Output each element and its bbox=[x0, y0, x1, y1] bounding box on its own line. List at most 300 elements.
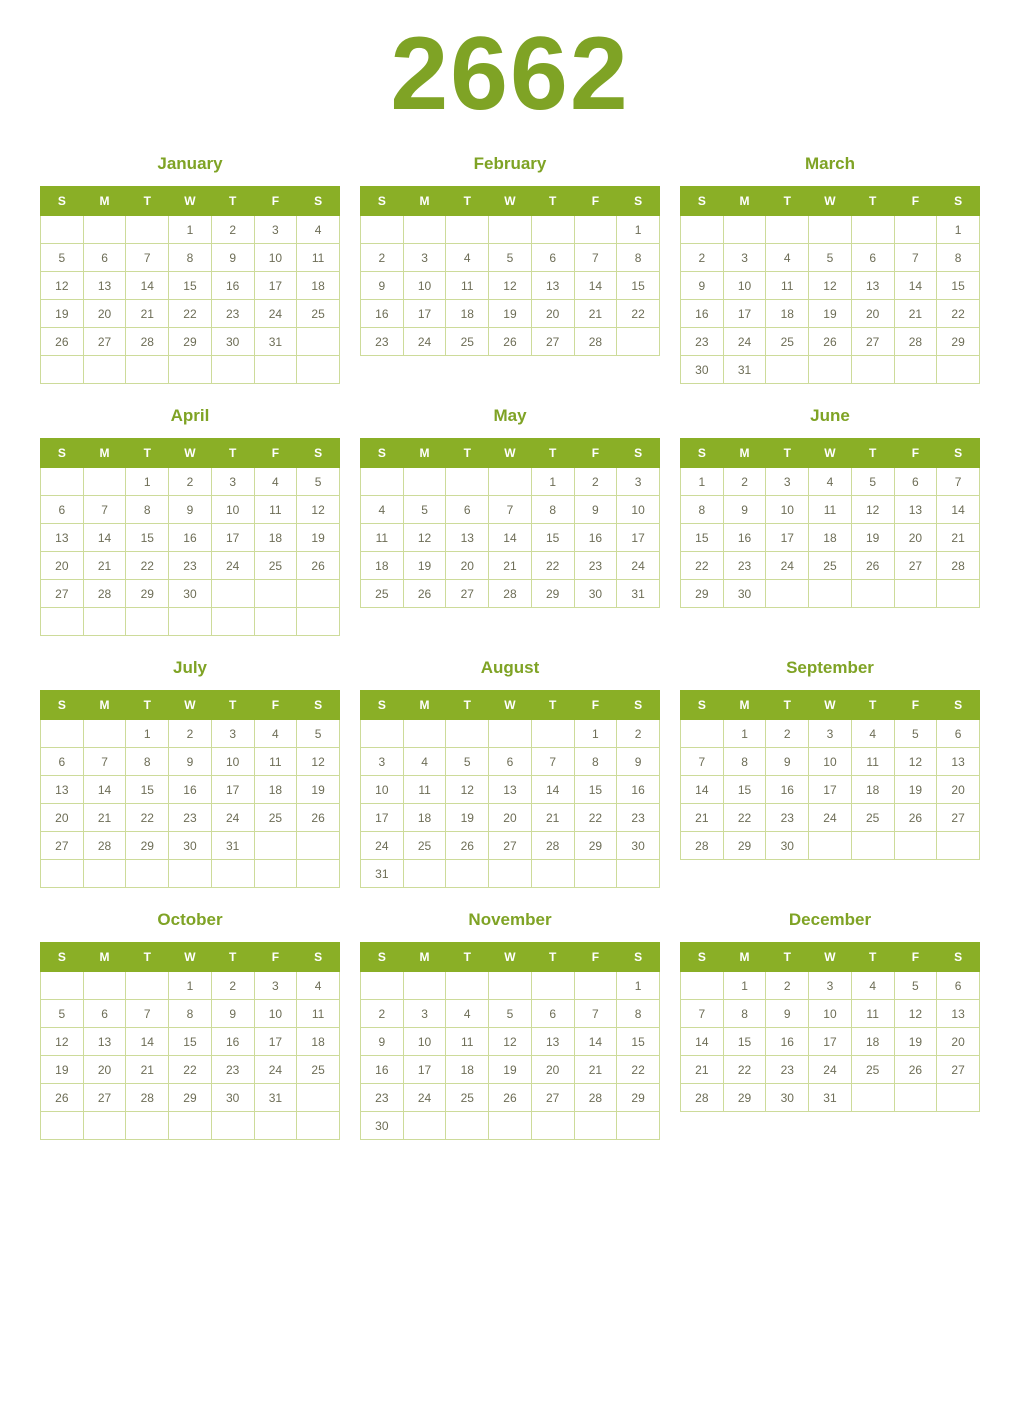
day-cell[interactable]: 17 bbox=[211, 776, 254, 804]
day-cell[interactable]: 26 bbox=[446, 832, 489, 860]
day-cell[interactable]: 13 bbox=[489, 776, 532, 804]
day-cell[interactable]: 27 bbox=[531, 328, 574, 356]
day-cell[interactable]: 9 bbox=[361, 272, 404, 300]
day-cell[interactable]: 21 bbox=[489, 552, 532, 580]
day-cell[interactable]: 30 bbox=[574, 580, 617, 608]
day-cell[interactable]: 25 bbox=[446, 328, 489, 356]
day-cell[interactable]: 13 bbox=[894, 496, 937, 524]
day-cell[interactable]: 7 bbox=[83, 496, 126, 524]
day-cell[interactable]: 8 bbox=[617, 1000, 660, 1028]
day-cell[interactable]: 27 bbox=[937, 804, 980, 832]
day-cell[interactable]: 28 bbox=[574, 328, 617, 356]
day-cell[interactable]: 17 bbox=[766, 524, 809, 552]
day-cell[interactable]: 20 bbox=[41, 552, 84, 580]
day-cell[interactable]: 22 bbox=[126, 804, 169, 832]
day-cell[interactable]: 9 bbox=[169, 748, 212, 776]
day-cell[interactable]: 28 bbox=[489, 580, 532, 608]
day-cell[interactable]: 29 bbox=[617, 1084, 660, 1112]
day-cell[interactable]: 10 bbox=[211, 496, 254, 524]
day-cell[interactable]: 23 bbox=[169, 552, 212, 580]
day-cell[interactable]: 3 bbox=[809, 720, 852, 748]
day-cell[interactable]: 17 bbox=[809, 776, 852, 804]
day-cell[interactable]: 15 bbox=[723, 776, 766, 804]
day-cell[interactable]: 15 bbox=[126, 524, 169, 552]
day-cell[interactable]: 27 bbox=[446, 580, 489, 608]
day-cell[interactable]: 9 bbox=[211, 244, 254, 272]
day-cell[interactable]: 1 bbox=[617, 216, 660, 244]
day-cell[interactable]: 6 bbox=[83, 1000, 126, 1028]
day-cell[interactable]: 2 bbox=[766, 972, 809, 1000]
day-cell[interactable]: 17 bbox=[723, 300, 766, 328]
day-cell[interactable]: 19 bbox=[297, 776, 340, 804]
day-cell[interactable]: 12 bbox=[489, 1028, 532, 1056]
day-cell[interactable]: 6 bbox=[446, 496, 489, 524]
day-cell[interactable]: 20 bbox=[489, 804, 532, 832]
day-cell[interactable]: 27 bbox=[83, 1084, 126, 1112]
day-cell[interactable]: 11 bbox=[254, 496, 297, 524]
day-cell[interactable]: 24 bbox=[254, 300, 297, 328]
day-cell[interactable]: 3 bbox=[211, 468, 254, 496]
day-cell[interactable]: 13 bbox=[83, 1028, 126, 1056]
day-cell[interactable]: 20 bbox=[937, 1028, 980, 1056]
day-cell[interactable]: 12 bbox=[297, 496, 340, 524]
day-cell[interactable]: 10 bbox=[809, 1000, 852, 1028]
day-cell[interactable]: 30 bbox=[169, 580, 212, 608]
day-cell[interactable]: 17 bbox=[617, 524, 660, 552]
day-cell[interactable]: 23 bbox=[617, 804, 660, 832]
day-cell[interactable]: 12 bbox=[894, 1000, 937, 1028]
day-cell[interactable]: 28 bbox=[126, 328, 169, 356]
day-cell[interactable]: 19 bbox=[489, 1056, 532, 1084]
day-cell[interactable]: 17 bbox=[403, 300, 446, 328]
day-cell[interactable]: 16 bbox=[361, 1056, 404, 1084]
day-cell[interactable]: 25 bbox=[446, 1084, 489, 1112]
day-cell[interactable]: 29 bbox=[126, 832, 169, 860]
day-cell[interactable]: 10 bbox=[211, 748, 254, 776]
day-cell[interactable]: 26 bbox=[297, 804, 340, 832]
day-cell[interactable]: 15 bbox=[937, 272, 980, 300]
day-cell[interactable]: 2 bbox=[169, 720, 212, 748]
day-cell[interactable]: 2 bbox=[723, 468, 766, 496]
day-cell[interactable]: 6 bbox=[41, 748, 84, 776]
day-cell[interactable]: 15 bbox=[574, 776, 617, 804]
day-cell[interactable]: 10 bbox=[723, 272, 766, 300]
day-cell[interactable]: 7 bbox=[574, 1000, 617, 1028]
day-cell[interactable]: 12 bbox=[41, 1028, 84, 1056]
day-cell[interactable]: 11 bbox=[809, 496, 852, 524]
day-cell[interactable]: 7 bbox=[126, 244, 169, 272]
day-cell[interactable]: 27 bbox=[41, 580, 84, 608]
day-cell[interactable]: 22 bbox=[617, 300, 660, 328]
day-cell[interactable]: 20 bbox=[446, 552, 489, 580]
day-cell[interactable]: 8 bbox=[617, 244, 660, 272]
day-cell[interactable]: 9 bbox=[681, 272, 724, 300]
day-cell[interactable]: 25 bbox=[851, 1056, 894, 1084]
day-cell[interactable]: 30 bbox=[211, 328, 254, 356]
day-cell[interactable]: 9 bbox=[574, 496, 617, 524]
day-cell[interactable]: 29 bbox=[723, 832, 766, 860]
day-cell[interactable]: 17 bbox=[254, 272, 297, 300]
day-cell[interactable]: 23 bbox=[361, 328, 404, 356]
day-cell[interactable]: 29 bbox=[531, 580, 574, 608]
day-cell[interactable]: 5 bbox=[894, 720, 937, 748]
day-cell[interactable]: 12 bbox=[809, 272, 852, 300]
day-cell[interactable]: 29 bbox=[169, 328, 212, 356]
day-cell[interactable]: 1 bbox=[723, 972, 766, 1000]
day-cell[interactable]: 5 bbox=[297, 720, 340, 748]
day-cell[interactable]: 28 bbox=[681, 832, 724, 860]
day-cell[interactable]: 8 bbox=[723, 1000, 766, 1028]
day-cell[interactable]: 29 bbox=[169, 1084, 212, 1112]
day-cell[interactable]: 11 bbox=[403, 776, 446, 804]
day-cell[interactable]: 26 bbox=[489, 1084, 532, 1112]
day-cell[interactable]: 27 bbox=[41, 832, 84, 860]
day-cell[interactable]: 22 bbox=[723, 804, 766, 832]
day-cell[interactable]: 2 bbox=[617, 720, 660, 748]
day-cell[interactable]: 14 bbox=[126, 272, 169, 300]
day-cell[interactable]: 15 bbox=[169, 1028, 212, 1056]
day-cell[interactable]: 25 bbox=[851, 804, 894, 832]
day-cell[interactable]: 5 bbox=[809, 244, 852, 272]
day-cell[interactable]: 21 bbox=[83, 552, 126, 580]
day-cell[interactable]: 30 bbox=[681, 356, 724, 384]
day-cell[interactable]: 15 bbox=[126, 776, 169, 804]
day-cell[interactable]: 7 bbox=[126, 1000, 169, 1028]
day-cell[interactable]: 16 bbox=[723, 524, 766, 552]
day-cell[interactable]: 31 bbox=[617, 580, 660, 608]
day-cell[interactable]: 27 bbox=[851, 328, 894, 356]
day-cell[interactable]: 7 bbox=[681, 748, 724, 776]
day-cell[interactable]: 8 bbox=[169, 244, 212, 272]
day-cell[interactable]: 20 bbox=[894, 524, 937, 552]
day-cell[interactable]: 4 bbox=[254, 720, 297, 748]
day-cell[interactable]: 24 bbox=[766, 552, 809, 580]
day-cell[interactable]: 20 bbox=[83, 300, 126, 328]
day-cell[interactable]: 10 bbox=[766, 496, 809, 524]
day-cell[interactable]: 18 bbox=[403, 804, 446, 832]
day-cell[interactable]: 17 bbox=[809, 1028, 852, 1056]
day-cell[interactable]: 28 bbox=[894, 328, 937, 356]
day-cell[interactable]: 10 bbox=[809, 748, 852, 776]
day-cell[interactable]: 30 bbox=[169, 832, 212, 860]
day-cell[interactable]: 10 bbox=[254, 1000, 297, 1028]
day-cell[interactable]: 25 bbox=[809, 552, 852, 580]
day-cell[interactable]: 29 bbox=[126, 580, 169, 608]
day-cell[interactable]: 14 bbox=[894, 272, 937, 300]
day-cell[interactable]: 25 bbox=[766, 328, 809, 356]
day-cell[interactable]: 21 bbox=[894, 300, 937, 328]
day-cell[interactable]: 10 bbox=[254, 244, 297, 272]
day-cell[interactable]: 8 bbox=[126, 748, 169, 776]
day-cell[interactable]: 11 bbox=[361, 524, 404, 552]
day-cell[interactable]: 27 bbox=[489, 832, 532, 860]
day-cell[interactable]: 21 bbox=[574, 300, 617, 328]
day-cell[interactable]: 8 bbox=[126, 496, 169, 524]
day-cell[interactable]: 16 bbox=[361, 300, 404, 328]
day-cell[interactable]: 3 bbox=[809, 972, 852, 1000]
day-cell[interactable]: 22 bbox=[937, 300, 980, 328]
day-cell[interactable]: 24 bbox=[403, 1084, 446, 1112]
day-cell[interactable]: 9 bbox=[169, 496, 212, 524]
day-cell[interactable]: 31 bbox=[723, 356, 766, 384]
day-cell[interactable]: 30 bbox=[361, 1112, 404, 1140]
day-cell[interactable]: 14 bbox=[83, 524, 126, 552]
day-cell[interactable]: 22 bbox=[574, 804, 617, 832]
day-cell[interactable]: 26 bbox=[851, 552, 894, 580]
day-cell[interactable]: 18 bbox=[297, 1028, 340, 1056]
day-cell[interactable]: 14 bbox=[937, 496, 980, 524]
day-cell[interactable]: 25 bbox=[297, 300, 340, 328]
day-cell[interactable]: 16 bbox=[681, 300, 724, 328]
day-cell[interactable]: 15 bbox=[681, 524, 724, 552]
day-cell[interactable]: 5 bbox=[489, 1000, 532, 1028]
day-cell[interactable]: 19 bbox=[403, 552, 446, 580]
day-cell[interactable]: 16 bbox=[211, 272, 254, 300]
day-cell[interactable]: 24 bbox=[361, 832, 404, 860]
day-cell[interactable]: 7 bbox=[83, 748, 126, 776]
day-cell[interactable]: 25 bbox=[254, 552, 297, 580]
day-cell[interactable]: 21 bbox=[574, 1056, 617, 1084]
day-cell[interactable]: 18 bbox=[809, 524, 852, 552]
day-cell[interactable]: 4 bbox=[403, 748, 446, 776]
day-cell[interactable]: 18 bbox=[361, 552, 404, 580]
day-cell[interactable]: 26 bbox=[403, 580, 446, 608]
day-cell[interactable]: 15 bbox=[531, 524, 574, 552]
day-cell[interactable]: 3 bbox=[766, 468, 809, 496]
day-cell[interactable]: 5 bbox=[851, 468, 894, 496]
day-cell[interactable]: 28 bbox=[937, 552, 980, 580]
day-cell[interactable]: 21 bbox=[681, 1056, 724, 1084]
day-cell[interactable]: 27 bbox=[83, 328, 126, 356]
day-cell[interactable]: 16 bbox=[169, 524, 212, 552]
day-cell[interactable]: 4 bbox=[254, 468, 297, 496]
day-cell[interactable]: 26 bbox=[809, 328, 852, 356]
day-cell[interactable]: 19 bbox=[851, 524, 894, 552]
day-cell[interactable]: 31 bbox=[361, 860, 404, 888]
day-cell[interactable]: 24 bbox=[211, 804, 254, 832]
day-cell[interactable]: 4 bbox=[361, 496, 404, 524]
day-cell[interactable]: 30 bbox=[766, 1084, 809, 1112]
day-cell[interactable]: 20 bbox=[41, 804, 84, 832]
day-cell[interactable]: 28 bbox=[126, 1084, 169, 1112]
day-cell[interactable]: 13 bbox=[446, 524, 489, 552]
day-cell[interactable]: 6 bbox=[531, 244, 574, 272]
day-cell[interactable]: 9 bbox=[766, 748, 809, 776]
day-cell[interactable]: 1 bbox=[126, 468, 169, 496]
day-cell[interactable]: 22 bbox=[126, 552, 169, 580]
day-cell[interactable]: 13 bbox=[937, 1000, 980, 1028]
day-cell[interactable]: 15 bbox=[723, 1028, 766, 1056]
day-cell[interactable]: 30 bbox=[211, 1084, 254, 1112]
day-cell[interactable]: 6 bbox=[937, 972, 980, 1000]
day-cell[interactable]: 21 bbox=[937, 524, 980, 552]
day-cell[interactable]: 2 bbox=[211, 216, 254, 244]
day-cell[interactable]: 23 bbox=[766, 1056, 809, 1084]
day-cell[interactable]: 30 bbox=[766, 832, 809, 860]
day-cell[interactable]: 1 bbox=[723, 720, 766, 748]
day-cell[interactable]: 4 bbox=[851, 972, 894, 1000]
day-cell[interactable]: 11 bbox=[446, 272, 489, 300]
day-cell[interactable]: 24 bbox=[809, 804, 852, 832]
day-cell[interactable]: 1 bbox=[681, 468, 724, 496]
day-cell[interactable]: 3 bbox=[723, 244, 766, 272]
day-cell[interactable]: 23 bbox=[211, 300, 254, 328]
day-cell[interactable]: 26 bbox=[489, 328, 532, 356]
day-cell[interactable]: 14 bbox=[681, 1028, 724, 1056]
day-cell[interactable]: 4 bbox=[297, 972, 340, 1000]
day-cell[interactable]: 7 bbox=[574, 244, 617, 272]
day-cell[interactable]: 18 bbox=[297, 272, 340, 300]
day-cell[interactable]: 22 bbox=[681, 552, 724, 580]
day-cell[interactable]: 3 bbox=[403, 244, 446, 272]
day-cell[interactable]: 26 bbox=[41, 328, 84, 356]
day-cell[interactable]: 17 bbox=[254, 1028, 297, 1056]
day-cell[interactable]: 14 bbox=[681, 776, 724, 804]
day-cell[interactable]: 21 bbox=[126, 1056, 169, 1084]
day-cell[interactable]: 6 bbox=[83, 244, 126, 272]
day-cell[interactable]: 3 bbox=[403, 1000, 446, 1028]
day-cell[interactable]: 24 bbox=[723, 328, 766, 356]
day-cell[interactable]: 3 bbox=[211, 720, 254, 748]
day-cell[interactable]: 14 bbox=[531, 776, 574, 804]
day-cell[interactable]: 19 bbox=[297, 524, 340, 552]
day-cell[interactable]: 12 bbox=[894, 748, 937, 776]
day-cell[interactable]: 16 bbox=[617, 776, 660, 804]
day-cell[interactable]: 19 bbox=[446, 804, 489, 832]
day-cell[interactable]: 14 bbox=[489, 524, 532, 552]
day-cell[interactable]: 20 bbox=[851, 300, 894, 328]
day-cell[interactable]: 10 bbox=[403, 1028, 446, 1056]
day-cell[interactable]: 22 bbox=[169, 300, 212, 328]
day-cell[interactable]: 2 bbox=[169, 468, 212, 496]
day-cell[interactable]: 7 bbox=[489, 496, 532, 524]
day-cell[interactable]: 17 bbox=[211, 524, 254, 552]
day-cell[interactable]: 15 bbox=[617, 1028, 660, 1056]
day-cell[interactable]: 9 bbox=[723, 496, 766, 524]
day-cell[interactable]: 12 bbox=[297, 748, 340, 776]
day-cell[interactable]: 23 bbox=[766, 804, 809, 832]
day-cell[interactable]: 27 bbox=[937, 1056, 980, 1084]
day-cell[interactable]: 8 bbox=[169, 1000, 212, 1028]
day-cell[interactable]: 24 bbox=[617, 552, 660, 580]
day-cell[interactable]: 31 bbox=[254, 328, 297, 356]
day-cell[interactable]: 17 bbox=[361, 804, 404, 832]
day-cell[interactable]: 26 bbox=[41, 1084, 84, 1112]
day-cell[interactable]: 6 bbox=[851, 244, 894, 272]
day-cell[interactable]: 18 bbox=[446, 300, 489, 328]
day-cell[interactable]: 17 bbox=[403, 1056, 446, 1084]
day-cell[interactable]: 18 bbox=[254, 776, 297, 804]
day-cell[interactable]: 29 bbox=[681, 580, 724, 608]
day-cell[interactable]: 27 bbox=[894, 552, 937, 580]
day-cell[interactable]: 16 bbox=[766, 776, 809, 804]
day-cell[interactable]: 28 bbox=[83, 832, 126, 860]
day-cell[interactable]: 2 bbox=[361, 1000, 404, 1028]
day-cell[interactable]: 28 bbox=[83, 580, 126, 608]
day-cell[interactable]: 14 bbox=[83, 776, 126, 804]
day-cell[interactable]: 4 bbox=[766, 244, 809, 272]
day-cell[interactable]: 1 bbox=[617, 972, 660, 1000]
day-cell[interactable]: 22 bbox=[531, 552, 574, 580]
day-cell[interactable]: 12 bbox=[446, 776, 489, 804]
day-cell[interactable]: 28 bbox=[574, 1084, 617, 1112]
day-cell[interactable]: 19 bbox=[894, 776, 937, 804]
day-cell[interactable]: 23 bbox=[361, 1084, 404, 1112]
day-cell[interactable]: 1 bbox=[574, 720, 617, 748]
day-cell[interactable]: 11 bbox=[851, 748, 894, 776]
day-cell[interactable]: 2 bbox=[361, 244, 404, 272]
day-cell[interactable]: 16 bbox=[766, 1028, 809, 1056]
day-cell[interactable]: 12 bbox=[489, 272, 532, 300]
day-cell[interactable]: 24 bbox=[403, 328, 446, 356]
day-cell[interactable]: 11 bbox=[297, 1000, 340, 1028]
day-cell[interactable]: 13 bbox=[937, 748, 980, 776]
day-cell[interactable]: 22 bbox=[723, 1056, 766, 1084]
day-cell[interactable]: 23 bbox=[723, 552, 766, 580]
day-cell[interactable]: 18 bbox=[851, 776, 894, 804]
day-cell[interactable]: 14 bbox=[574, 272, 617, 300]
day-cell[interactable]: 13 bbox=[531, 272, 574, 300]
day-cell[interactable]: 6 bbox=[894, 468, 937, 496]
day-cell[interactable]: 5 bbox=[297, 468, 340, 496]
day-cell[interactable]: 9 bbox=[766, 1000, 809, 1028]
day-cell[interactable]: 29 bbox=[574, 832, 617, 860]
day-cell[interactable]: 1 bbox=[531, 468, 574, 496]
day-cell[interactable]: 26 bbox=[894, 804, 937, 832]
day-cell[interactable]: 9 bbox=[617, 748, 660, 776]
day-cell[interactable]: 23 bbox=[211, 1056, 254, 1084]
day-cell[interactable]: 5 bbox=[446, 748, 489, 776]
day-cell[interactable]: 3 bbox=[254, 972, 297, 1000]
day-cell[interactable]: 19 bbox=[41, 300, 84, 328]
day-cell[interactable]: 4 bbox=[297, 216, 340, 244]
day-cell[interactable]: 20 bbox=[531, 1056, 574, 1084]
day-cell[interactable]: 20 bbox=[937, 776, 980, 804]
day-cell[interactable]: 8 bbox=[723, 748, 766, 776]
day-cell[interactable]: 7 bbox=[937, 468, 980, 496]
day-cell[interactable]: 10 bbox=[361, 776, 404, 804]
day-cell[interactable]: 30 bbox=[617, 832, 660, 860]
day-cell[interactable]: 1 bbox=[169, 216, 212, 244]
day-cell[interactable]: 20 bbox=[531, 300, 574, 328]
day-cell[interactable]: 21 bbox=[531, 804, 574, 832]
day-cell[interactable]: 24 bbox=[809, 1056, 852, 1084]
day-cell[interactable]: 11 bbox=[851, 1000, 894, 1028]
day-cell[interactable]: 2 bbox=[766, 720, 809, 748]
day-cell[interactable]: 12 bbox=[851, 496, 894, 524]
day-cell[interactable]: 21 bbox=[681, 804, 724, 832]
day-cell[interactable]: 26 bbox=[894, 1056, 937, 1084]
day-cell[interactable]: 7 bbox=[531, 748, 574, 776]
day-cell[interactable]: 14 bbox=[126, 1028, 169, 1056]
day-cell[interactable]: 8 bbox=[574, 748, 617, 776]
day-cell[interactable]: 28 bbox=[681, 1084, 724, 1112]
day-cell[interactable]: 28 bbox=[531, 832, 574, 860]
day-cell[interactable]: 22 bbox=[617, 1056, 660, 1084]
day-cell[interactable]: 23 bbox=[169, 804, 212, 832]
day-cell[interactable]: 5 bbox=[894, 972, 937, 1000]
day-cell[interactable]: 4 bbox=[446, 244, 489, 272]
day-cell[interactable]: 2 bbox=[211, 972, 254, 1000]
day-cell[interactable]: 10 bbox=[403, 272, 446, 300]
day-cell[interactable]: 5 bbox=[489, 244, 532, 272]
day-cell[interactable]: 31 bbox=[211, 832, 254, 860]
day-cell[interactable]: 19 bbox=[894, 1028, 937, 1056]
day-cell[interactable]: 4 bbox=[809, 468, 852, 496]
day-cell[interactable]: 4 bbox=[851, 720, 894, 748]
day-cell[interactable]: 6 bbox=[489, 748, 532, 776]
day-cell[interactable]: 19 bbox=[809, 300, 852, 328]
